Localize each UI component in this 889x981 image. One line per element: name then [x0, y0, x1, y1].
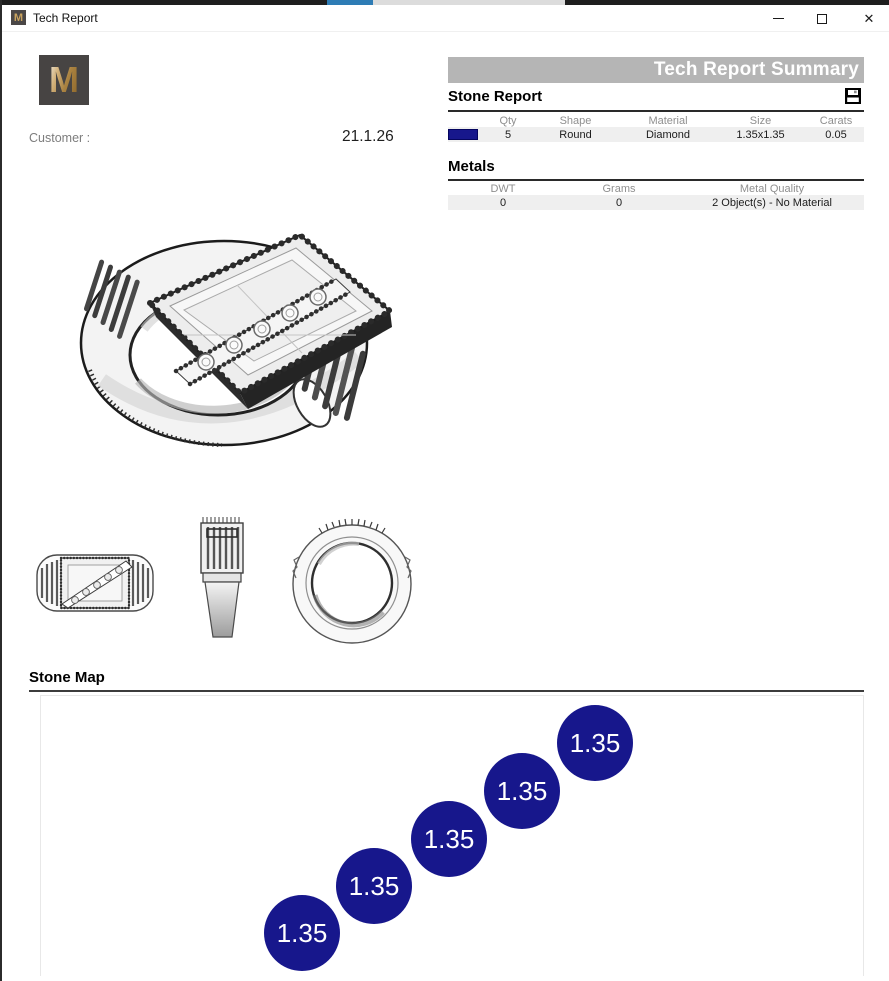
maximize-icon — [817, 14, 827, 24]
col-material: Material — [648, 114, 688, 127]
stone-map-heading: Stone Map — [29, 669, 105, 686]
company-logo-letter: M — [49, 59, 79, 100]
close-button[interactable] — [852, 5, 886, 32]
report-date: 21.1.26 — [342, 128, 394, 145]
metals-table-header — [448, 182, 864, 195]
cell-carats: 0.05 — [825, 128, 847, 141]
stone-map-stone: 1.35 — [336, 848, 412, 924]
app-icon — [11, 10, 26, 25]
stone-report-rule — [448, 110, 864, 112]
title-bar — [2, 5, 889, 32]
col-grams: Grams — [602, 182, 636, 195]
ring-front-view-image — [289, 512, 415, 649]
stone-table-header — [448, 114, 864, 127]
ring-side-view-image — [194, 515, 250, 641]
minimize-icon — [773, 18, 784, 19]
cell-qty: 5 — [504, 128, 512, 141]
cell-dwt: 0 — [499, 196, 507, 209]
swatch-cell — [448, 129, 488, 140]
metals-heading: Metals — [448, 158, 495, 175]
col-qty: Qty — [499, 114, 517, 127]
cell-material: Diamond — [645, 128, 691, 141]
stone-map-stone: 1.35 — [484, 753, 560, 829]
cell-metal-quality: 2 Object(s) - No Material — [712, 196, 832, 209]
ring-top-view-image — [35, 548, 155, 618]
col-shape: Shape — [559, 114, 592, 127]
col-size: Size — [749, 114, 772, 127]
stone-map-rule — [29, 690, 864, 692]
stone-map-stone: 1.35 — [411, 801, 487, 877]
maximize-button[interactable] — [805, 5, 839, 32]
stone-map-canvas — [40, 695, 864, 976]
stone-report-heading: Stone Report — [448, 88, 543, 105]
app-icon-letter: M — [13, 11, 24, 24]
col-metal-quality: Metal Quality — [739, 182, 805, 195]
minimize-button[interactable] — [761, 5, 795, 32]
save-icon[interactable] — [844, 87, 862, 105]
metals-rule — [448, 179, 864, 181]
metals-table-row — [448, 195, 864, 210]
cell-size: 1.35x1.35 — [736, 128, 785, 141]
company-logo — [39, 55, 89, 105]
stone-color-swatch — [448, 129, 478, 140]
col-dwt: DWT — [490, 182, 516, 195]
summary-header: Tech Report Summary — [448, 57, 864, 83]
customer-label: Customer : — [29, 131, 91, 145]
col-carats: Carats — [819, 114, 853, 127]
ring-perspective-image — [72, 185, 394, 453]
stone-map-stone: 1.35 — [557, 705, 633, 781]
close-icon: ✕ — [863, 11, 875, 26]
stone-map-stone: 1.35 — [264, 895, 340, 971]
window-title: Tech Report — [33, 11, 98, 25]
cell-grams: 0 — [615, 196, 623, 209]
stone-table-row — [448, 127, 864, 142]
cell-shape: Round — [559, 128, 592, 141]
